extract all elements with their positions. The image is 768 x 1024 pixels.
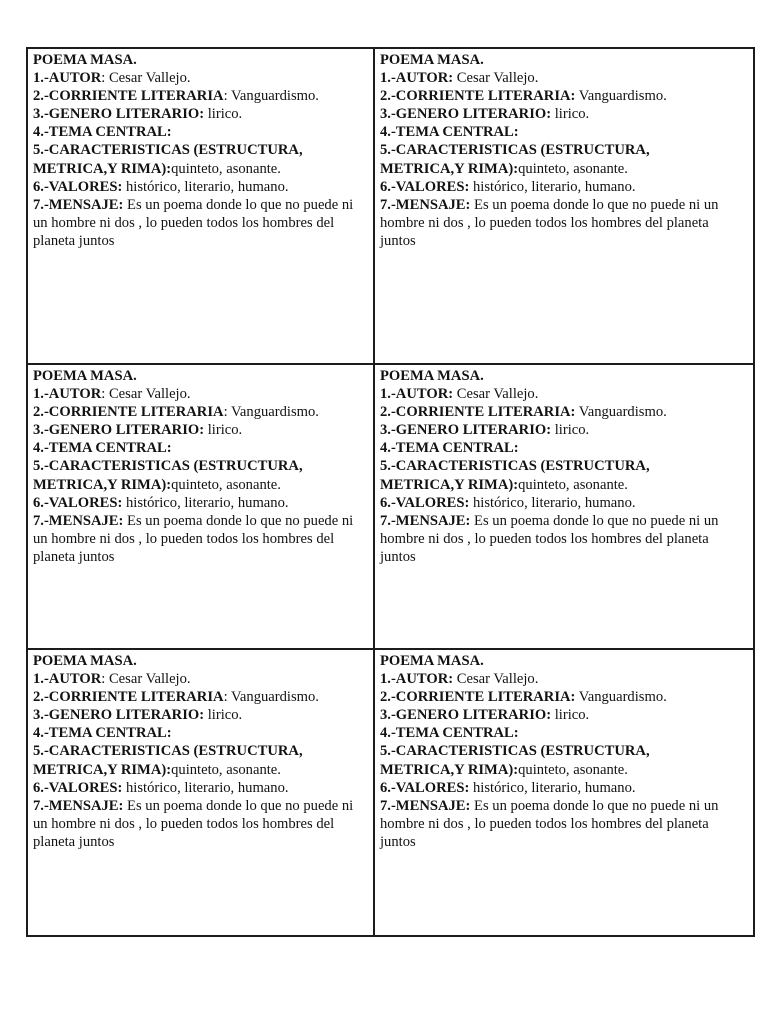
field-value: juntos <box>380 232 416 249</box>
field-label: 2.-CORRIENTE LITERARIA <box>33 689 224 706</box>
text-line <box>33 670 369 688</box>
field-label: 5.-CARACTERISTICAS (ESTRUCTURA, <box>380 142 650 159</box>
text-line <box>380 69 749 87</box>
field-value: Es un poema donde lo que no puede ni <box>123 196 354 213</box>
field-label: 3.-GENERO LITERARIO: <box>33 422 205 439</box>
field-label: POEMA MASA. <box>33 368 137 384</box>
text-line <box>33 403 369 421</box>
field-label: 7.-MENSAJE: <box>33 797 124 814</box>
field-value: Vanguardismo. <box>575 88 667 105</box>
field-value: quinteto, asonante. <box>518 160 628 177</box>
text-line <box>380 548 749 566</box>
field-value: Cesar Vallejo. <box>453 70 539 87</box>
field-value: quinteto, asonante. <box>171 160 281 177</box>
poem-analysis-cell <box>374 649 754 936</box>
field-value: un hombre ni dos , lo pueden todos los hombres del <box>33 214 335 231</box>
text-line <box>33 779 369 797</box>
text-line <box>33 530 369 548</box>
field-value: : Cesar Vallejo. <box>101 386 191 403</box>
text-line <box>380 670 749 688</box>
text-line <box>33 385 369 403</box>
field-value: un hombre ni dos , lo pueden todos los hombres del <box>33 530 335 547</box>
field-value: lirico. <box>204 422 243 439</box>
text-line <box>380 779 749 797</box>
text-line <box>380 385 749 403</box>
text-line <box>380 688 749 706</box>
text-line <box>33 123 369 141</box>
field-label: 4.-TEMA CENTRAL: <box>380 725 519 742</box>
field-label: POEMA MASA. <box>380 52 484 68</box>
text-line <box>380 494 749 512</box>
text-line <box>380 141 749 159</box>
field-value: lirico. <box>551 106 590 123</box>
field-label: 5.-CARACTERISTICAS (ESTRUCTURA, <box>380 458 650 475</box>
field-label: 4.-TEMA CENTRAL: <box>380 440 519 457</box>
text-line <box>33 548 369 566</box>
field-label: 1.-AUTOR: <box>380 70 454 87</box>
text-line <box>380 724 749 742</box>
text-line <box>380 403 749 421</box>
field-value: lirico. <box>204 106 243 123</box>
field-label: 5.-CARACTERISTICAS (ESTRUCTURA, <box>33 743 303 760</box>
field-value: lirico. <box>551 707 590 724</box>
text-line <box>33 421 369 439</box>
field-label: 2.-CORRIENTE LITERARIA: <box>380 689 576 706</box>
field-value: quinteto, asonante. <box>171 761 281 778</box>
field-value: histórico, literario, humano. <box>122 779 289 796</box>
poem-analysis-cell <box>27 48 374 364</box>
text-line <box>33 512 369 530</box>
text-line <box>33 706 369 724</box>
field-value: Es un poema donde lo que no puede ni un <box>470 512 719 529</box>
field-value: Es un poema donde lo que no puede ni un <box>470 196 719 213</box>
field-label: 2.-CORRIENTE LITERARIA <box>33 404 224 421</box>
field-value: histórico, literario, humano. <box>469 779 636 796</box>
text-line <box>33 367 369 385</box>
field-value: lirico. <box>551 422 590 439</box>
text-line <box>33 457 369 475</box>
text-line <box>33 141 369 159</box>
field-label: 1.-AUTOR <box>33 671 102 688</box>
field-value: un hombre ni dos , lo pueden todos los hombres del <box>33 815 335 832</box>
field-label: 2.-CORRIENTE LITERARIA <box>33 88 224 105</box>
text-line <box>33 69 369 87</box>
field-value: histórico, literario, humano. <box>469 494 636 511</box>
field-value: : Vanguardismo. <box>223 404 319 421</box>
field-value: hombre ni dos , lo pueden todos los hombres del planeta <box>380 214 709 231</box>
field-label: 1.-AUTOR <box>33 386 102 403</box>
field-label: METRICA,Y RIMA): <box>380 476 519 493</box>
field-label: 2.-CORRIENTE LITERARIA: <box>380 404 576 421</box>
text-line <box>380 530 749 548</box>
text-line <box>380 105 749 123</box>
text-line <box>380 833 749 851</box>
text-line <box>380 123 749 141</box>
text-line <box>380 87 749 105</box>
text-line <box>380 51 749 69</box>
text-line <box>380 439 749 457</box>
field-label: 7.-MENSAJE: <box>380 797 471 814</box>
text-line <box>33 797 369 815</box>
text-line <box>380 512 749 530</box>
text-line <box>380 160 749 178</box>
text-line <box>33 742 369 760</box>
field-label: 3.-GENERO LITERARIO: <box>380 106 552 123</box>
table-body <box>27 48 754 936</box>
field-label: 2.-CORRIENTE LITERARIA: <box>380 88 576 105</box>
field-label: POEMA MASA. <box>380 368 484 384</box>
field-label: 7.-MENSAJE: <box>380 512 471 529</box>
field-label: 6.-VALORES: <box>380 779 470 796</box>
text-line <box>380 706 749 724</box>
field-label: METRICA,Y RIMA): <box>33 761 172 778</box>
field-label: 3.-GENERO LITERARIO: <box>33 106 205 123</box>
field-label: 4.-TEMA CENTRAL: <box>33 440 172 457</box>
field-value: juntos <box>380 833 416 850</box>
text-line <box>380 797 749 815</box>
field-value: quinteto, asonante. <box>171 476 281 493</box>
field-label: 3.-GENERO LITERARIO: <box>380 707 552 724</box>
text-line <box>33 833 369 851</box>
text-line <box>380 652 749 670</box>
field-value: Es un poema donde lo que no puede ni un <box>470 797 719 814</box>
text-line <box>33 815 369 833</box>
field-label: 5.-CARACTERISTICAS (ESTRUCTURA, <box>33 458 303 475</box>
field-value: histórico, literario, humano. <box>122 178 289 195</box>
text-line <box>33 178 369 196</box>
field-label: POEMA MASA. <box>380 653 484 669</box>
field-label: METRICA,Y RIMA): <box>33 160 172 177</box>
text-line <box>380 761 749 779</box>
field-label: 6.-VALORES: <box>380 178 470 195</box>
field-label: 4.-TEMA CENTRAL: <box>380 124 519 141</box>
field-label: 3.-GENERO LITERARIO: <box>33 707 205 724</box>
field-value: juntos <box>380 548 416 565</box>
field-label: METRICA,Y RIMA): <box>380 160 519 177</box>
text-line <box>380 178 749 196</box>
field-value: Vanguardismo. <box>575 689 667 706</box>
field-value: : Cesar Vallejo. <box>101 70 191 87</box>
text-line <box>380 457 749 475</box>
table-row <box>27 649 754 936</box>
field-label: 5.-CARACTERISTICAS (ESTRUCTURA, <box>33 142 303 159</box>
field-label: 4.-TEMA CENTRAL: <box>33 725 172 742</box>
text-line <box>380 196 749 214</box>
field-value: : Cesar Vallejo. <box>101 671 191 688</box>
text-line <box>33 439 369 457</box>
table-row <box>27 48 754 364</box>
table-row <box>27 364 754 649</box>
text-line <box>33 494 369 512</box>
field-value: Es un poema donde lo que no puede ni <box>123 797 354 814</box>
field-label: 5.-CARACTERISTICAS (ESTRUCTURA, <box>380 743 650 760</box>
text-line <box>380 232 749 250</box>
field-label: 1.-AUTOR: <box>380 671 454 688</box>
field-label: METRICA,Y RIMA): <box>33 476 172 493</box>
field-value: Cesar Vallejo. <box>453 386 539 403</box>
poem-analysis-cell <box>27 649 374 936</box>
field-label: 6.-VALORES: <box>33 494 123 511</box>
field-label: POEMA MASA. <box>33 52 137 68</box>
poem-analysis-cell <box>27 364 374 649</box>
text-line <box>380 367 749 385</box>
poem-analysis-table <box>26 47 755 937</box>
field-value: Vanguardismo. <box>575 404 667 421</box>
field-value: hombre ni dos , lo pueden todos los hombres del planeta <box>380 530 709 547</box>
field-value: planeta juntos <box>33 232 115 249</box>
text-line <box>380 214 749 232</box>
field-label: POEMA MASA. <box>33 653 137 669</box>
field-value: histórico, literario, humano. <box>122 494 289 511</box>
field-value: hombre ni dos , lo pueden todos los hombres del planeta <box>380 815 709 832</box>
text-line <box>33 724 369 742</box>
poem-analysis-cell <box>374 48 754 364</box>
field-label: 6.-VALORES: <box>33 178 123 195</box>
text-line <box>33 761 369 779</box>
field-label: 3.-GENERO LITERARIO: <box>380 422 552 439</box>
field-label: METRICA,Y RIMA): <box>380 761 519 778</box>
field-label: 4.-TEMA CENTRAL: <box>33 124 172 141</box>
field-value: quinteto, asonante. <box>518 476 628 493</box>
text-line <box>380 815 749 833</box>
field-value: lirico. <box>204 707 243 724</box>
field-label: 1.-AUTOR <box>33 70 102 87</box>
poem-analysis-cell <box>374 364 754 649</box>
text-line <box>33 476 369 494</box>
field-value: planeta juntos <box>33 548 115 565</box>
field-value: planeta juntos <box>33 833 115 850</box>
field-value: : Vanguardismo. <box>223 88 319 105</box>
text-line <box>33 105 369 123</box>
field-label: 7.-MENSAJE: <box>33 196 124 213</box>
field-value: histórico, literario, humano. <box>469 178 636 195</box>
text-line <box>380 476 749 494</box>
text-line <box>33 652 369 670</box>
field-value: : Vanguardismo. <box>223 689 319 706</box>
text-line <box>33 51 369 69</box>
field-value: quinteto, asonante. <box>518 761 628 778</box>
field-label: 7.-MENSAJE: <box>380 196 471 213</box>
text-line <box>33 232 369 250</box>
text-line <box>33 214 369 232</box>
text-line <box>33 160 369 178</box>
field-label: 7.-MENSAJE: <box>33 512 124 529</box>
text-line <box>380 421 749 439</box>
text-line <box>33 87 369 105</box>
text-line <box>380 742 749 760</box>
field-label: 6.-VALORES: <box>33 779 123 796</box>
field-value: Es un poema donde lo que no puede ni <box>123 512 354 529</box>
text-line <box>33 688 369 706</box>
field-value: Cesar Vallejo. <box>453 671 539 688</box>
field-label: 6.-VALORES: <box>380 494 470 511</box>
text-line <box>33 196 369 214</box>
field-label: 1.-AUTOR: <box>380 386 454 403</box>
